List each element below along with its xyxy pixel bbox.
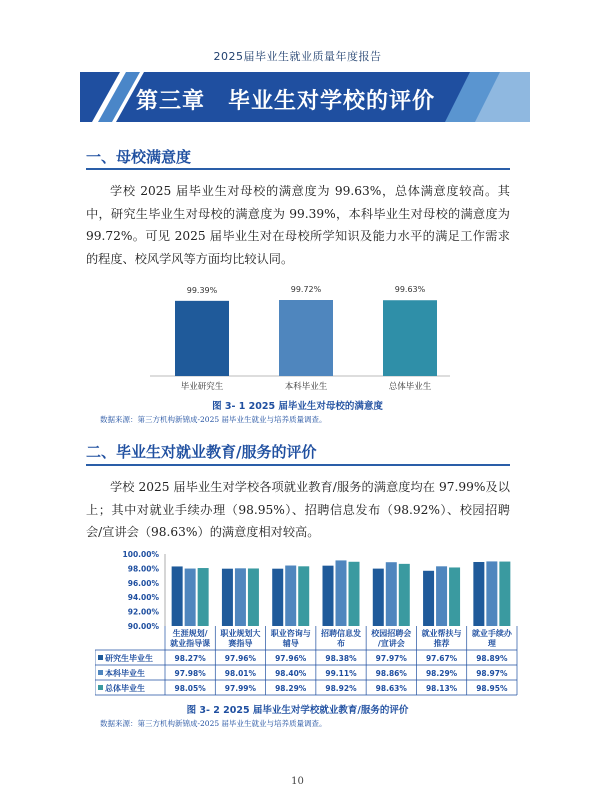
chart2-bar <box>172 566 183 626</box>
chart2-y-tick-label: 96.00% <box>127 578 159 588</box>
chart2-data-label: 98.97% <box>476 669 508 678</box>
chart2-bar <box>185 569 196 626</box>
chart2-y-tick-label: 100.00% <box>122 550 159 559</box>
chart2-bar <box>473 562 484 626</box>
chart2-bar <box>222 569 233 626</box>
chart2-category-label: 职业规划大 <box>220 629 261 638</box>
chart2-data-label: 98.92% <box>325 684 357 693</box>
chart2-category-label: 职业咨询与 <box>270 629 311 638</box>
chart2-bar <box>272 569 283 626</box>
chart2-data-label: 97.67% <box>425 654 458 663</box>
chart2-bar <box>399 564 410 626</box>
section2-paragraph: 学校 2025 届毕业生对学校各项就业教育/服务的满意度均在 97.99%及以上；其中对就业手续办理（98.95%）、招聘信息发布（98.92%）、校园招聘会/宣讲会（98.63%）的满意度相对较高。 <box>86 480 510 539</box>
report-header: 2025届毕业生就业质量年度报告 <box>213 50 382 63</box>
chart2-data-label: 98.38% <box>325 654 357 663</box>
chart2-data-label: 97.96% <box>224 654 257 663</box>
chart2-series-name: 研究生毕业生 <box>105 654 153 663</box>
chart1-bar <box>279 300 333 376</box>
section2-heading: 二、毕业生对就业教育/服务的评价 <box>86 443 317 461</box>
chart2-bar <box>248 568 259 626</box>
chart2-category-label: 就业手续办 <box>471 629 512 638</box>
chart1-data-label: 99.63% <box>394 285 426 295</box>
chart2-data-label: 98.13% <box>425 684 458 693</box>
chart2-bar <box>373 569 384 626</box>
chart2-data-label: 98.05% <box>174 684 206 693</box>
chart2-category-label: 生涯规划/ <box>172 629 208 638</box>
chart2-bar <box>336 560 347 626</box>
chart1-category-label: 毕业研究生 <box>180 382 224 392</box>
chart2-category-label: 理 <box>487 639 496 648</box>
chart2-category-label: 就业指导课 <box>170 639 211 648</box>
chart1-caption: 图 3- 1 2025 届毕业生对母校的满意度 <box>212 401 383 412</box>
chart2-data-label: 98.86% <box>375 669 407 678</box>
service-evaluation-chart <box>95 546 525 698</box>
chart2-legend-swatch <box>98 670 103 675</box>
satisfaction-chart <box>150 278 450 396</box>
chart2-data-label: 98.27% <box>174 654 206 663</box>
chart2-bar <box>235 568 246 626</box>
chart2-data-label: 98.95% <box>476 684 508 693</box>
chart2-series-name: 本科毕业生 <box>105 669 145 678</box>
chart2-bar <box>423 571 434 626</box>
chart2-category-label: 校园招聘会 <box>371 629 412 638</box>
chart2-data-label: 98.29% <box>275 684 307 693</box>
chart1-bar <box>383 300 437 376</box>
section1-rule <box>86 168 510 170</box>
section1-paragraph: 学校 2025 届毕业生对母校的满意度为 99.63%，总体满意度较高。其中，研究生毕业生对母校的满意度为 99.39%，本科毕业生对母校的满意度为 99.72%。可见 2025 届毕业生对在母校所学知识及能力水平的满足工作需求的程度、校风学风等方面均比较认同。 <box>86 184 510 266</box>
chart2-data-label: 97.99% <box>224 684 257 693</box>
chart2-data-label: 97.97% <box>375 654 407 663</box>
chart2-bar <box>436 566 447 626</box>
chart2-bar <box>449 567 460 626</box>
chart2-bar <box>349 562 360 626</box>
chart2-legend-swatch <box>98 655 103 660</box>
chart2-data-label: 97.96% <box>275 654 307 663</box>
chart2-data-label: 98.29% <box>425 669 458 678</box>
chart2-category-label: 赛指导 <box>228 639 253 648</box>
chart2-bar <box>386 562 397 626</box>
chart2-data-label: 98.63% <box>375 684 407 693</box>
chart2-category-label: 推荐 <box>433 639 450 648</box>
chart2-y-tick-label: 90.00% <box>127 622 159 631</box>
chart2-bar <box>499 562 510 626</box>
chart2-category-label: /宣讲会 <box>377 639 405 648</box>
chart2-data-label: 98.89% <box>476 654 508 663</box>
chart2-y-tick-label: 92.00% <box>127 607 159 617</box>
section1-heading: 一、母校满意度 <box>86 148 192 166</box>
chart2-category-label: 布 <box>337 639 345 648</box>
chart2-category-label: 就业帮扶与 <box>421 629 462 638</box>
chart2-y-tick-label: 94.00% <box>127 593 159 603</box>
chart2-caption: 图 3- 2 2025 届毕业生对学校就业教育/服务的评价 <box>186 705 409 716</box>
chart2-data-label: 98.01% <box>224 669 257 678</box>
page-number: 10 <box>291 776 304 787</box>
chart1-bar <box>175 301 229 376</box>
chart2-source: 数据来源：第三方机构新锦成-2025 届毕业生就业与培养质量调查。 <box>100 719 327 728</box>
chapter-title: 第三章 毕业生对学校的评价 <box>136 89 436 114</box>
chart2-bar <box>285 566 296 626</box>
section2-rule <box>86 464 510 466</box>
chart1-category-label: 总体毕业生 <box>388 382 432 392</box>
chart1-source: 数据来源：第三方机构新锦成-2025 届毕业生就业与培养质量调查。 <box>100 415 327 424</box>
chart2-bar <box>323 566 334 626</box>
chart2-bar <box>486 561 497 626</box>
chart2-data-label: 99.11% <box>325 669 357 678</box>
chart2-category-label: 辅导 <box>282 639 299 648</box>
chart1-category-label: 本科毕业生 <box>284 382 328 392</box>
chart2-bar <box>298 566 309 626</box>
chart2-data-label: 97.98% <box>174 669 206 678</box>
chart2-y-tick-label: 98.00% <box>127 564 159 574</box>
chart2-legend-swatch <box>98 685 103 690</box>
chart2-data-label: 98.40% <box>275 669 307 678</box>
chart2-series-name: 总体毕业生 <box>105 684 145 693</box>
chart2-category-label: 招聘信息发 <box>321 629 361 638</box>
chart1-data-label: 99.39% <box>186 285 218 295</box>
chart1-data-label: 99.72% <box>290 285 322 294</box>
chart2-bar <box>198 568 209 626</box>
